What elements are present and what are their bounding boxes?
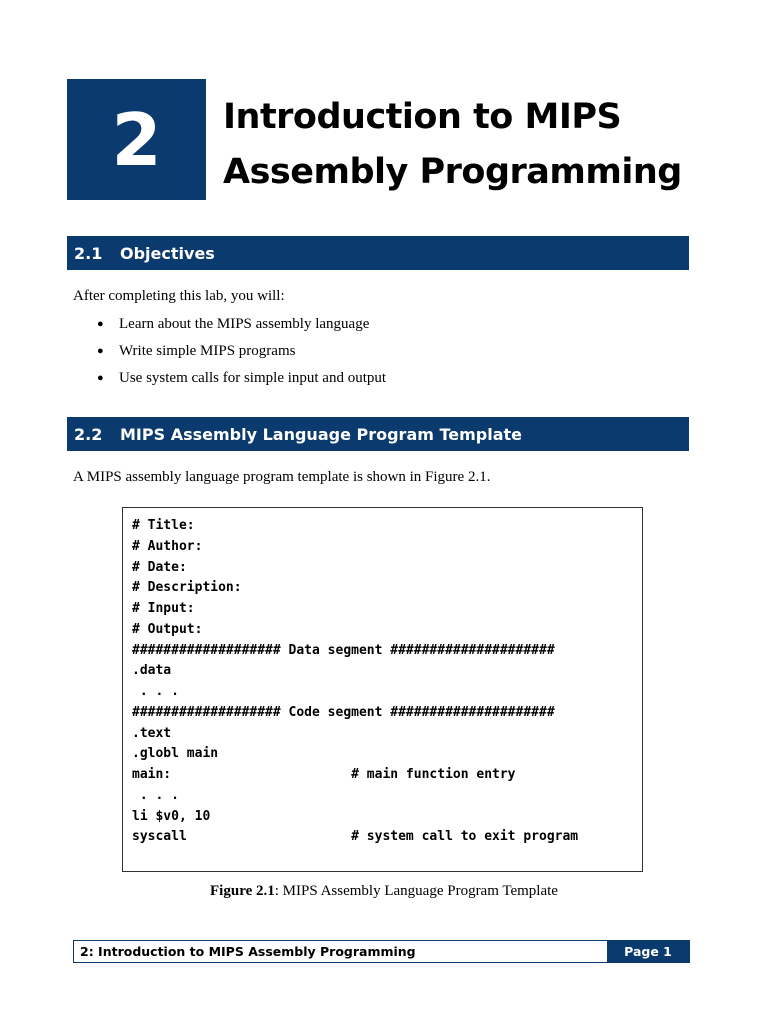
chapter-title-line-1: Introduction to MIPS (223, 97, 622, 137)
bullet-icon: ● (97, 318, 104, 330)
code-line: # Title: (132, 518, 195, 533)
code-line: # Output: (132, 621, 203, 637)
figure-caption (0, 883, 768, 900)
section-heading-template (67, 417, 689, 451)
code-line: syscall # system call to exit program (132, 829, 579, 845)
section-title: Objectives (120, 243, 215, 263)
figure-label: Figure 2.1 (210, 883, 275, 899)
list-item-text: Write simple MIPS programs (119, 343, 296, 359)
code-line: .globl main (132, 746, 219, 762)
section-number: 2.2 (74, 424, 103, 444)
code-line: ################### Data segment ##################### (132, 642, 555, 658)
code-line: li $v0, 10 (132, 808, 211, 824)
list-item-text: Use system calls for simple input and output (119, 370, 387, 386)
code-line: .text (132, 725, 172, 741)
code-line: . . . (132, 787, 179, 803)
figure-caption-text: : MIPS Assembly Language Program Template (274, 883, 558, 899)
code-figure (122, 507, 643, 872)
chapter-number-box (67, 79, 206, 200)
code-line: .data (132, 663, 172, 679)
chapter-title (223, 90, 743, 200)
code-line: . . . (132, 684, 179, 699)
list-item (97, 312, 386, 339)
section-number: 2.1 (74, 243, 103, 263)
list-item (97, 339, 386, 366)
code-line: main: # main function entry (132, 767, 516, 782)
code-line: # Input: (132, 601, 195, 616)
bullet-icon: ● (97, 345, 104, 357)
code-line: ################### Code segment ##################### (132, 704, 555, 720)
code-line: # Description: (132, 580, 242, 596)
code-line: # Author: (132, 538, 203, 554)
chapter-title-line-2: Assembly Programming (223, 152, 682, 192)
list-item (97, 366, 386, 393)
section-heading-objectives (67, 236, 689, 270)
objectives-intro: After completing this lab, you will: (73, 288, 285, 304)
template-intro: A MIPS assembly language program template is shown in Figure 2.1. (73, 469, 491, 485)
footer-title: 2: Introduction to MIPS Assembly Programming (80, 944, 416, 959)
bullet-icon: ● (97, 372, 104, 384)
chapter-number: 2 (111, 97, 162, 182)
list-item-text: Learn about the MIPS assembly language (119, 316, 370, 332)
page-footer (73, 940, 690, 963)
objectives-list (97, 312, 386, 393)
section-title: MIPS Assembly Language Program Template (120, 424, 523, 444)
page-number: Page 1 (607, 941, 689, 962)
code-line: # Date: (132, 559, 187, 575)
